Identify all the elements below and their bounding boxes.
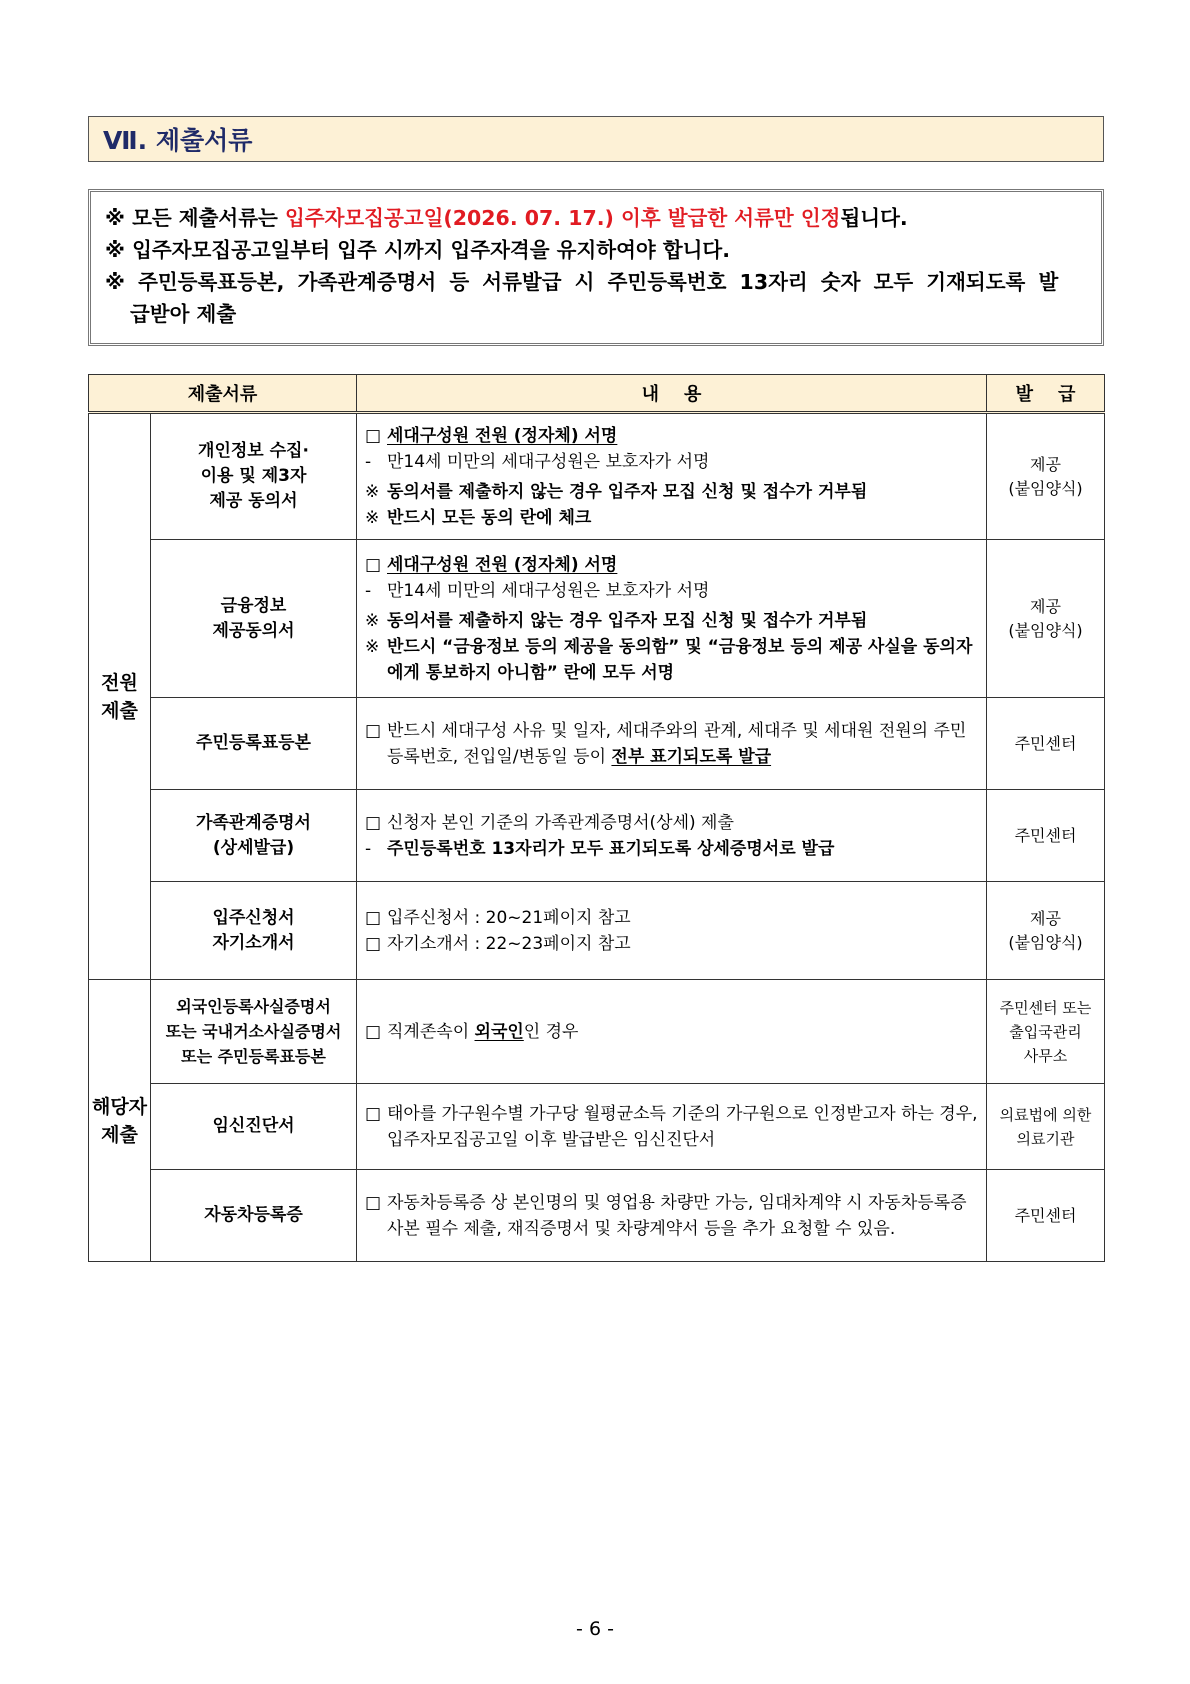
table-row — [89, 698, 1105, 790]
doc-name: 외국인등록사실증명서 또는 국내거소사실증명서 또는 주민등록표등본 — [151, 980, 357, 1084]
notice-line-4: 급받아 제출 — [130, 302, 237, 326]
notice-line-1 — [105, 202, 1085, 234]
checkbox-glyph: □ — [365, 425, 382, 446]
doc-content — [357, 980, 987, 1084]
group-all-submit: 전원 제출 — [89, 413, 151, 980]
doc-issuer: 주민센터 — [987, 790, 1105, 882]
content-line: 신청자 본인 기준의 가족관계증명서(상세) 제출 — [387, 812, 734, 833]
notice-line-3: ※ 주민등록표등본, 가족관계증명서 등 서류발급 시 주민등록번호 13자리 숫자 모두 기재되도록 발 — [105, 270, 1059, 294]
notice-line-1-highlight: 입주자모집공고일(2026. 07. 17.) 이후 발급한 서류만 인정 — [284, 206, 841, 230]
notice-line-1-pre: ※ 모든 제출서류는 — [105, 206, 285, 230]
content-line: 동의서를 제출하지 않는 경우 입주자 모집 신청 및 접수가 거부됨 — [387, 481, 868, 502]
doc-issuer: 주민센터 — [987, 1170, 1105, 1262]
doc-name: 입주신청서 자기소개서 — [151, 882, 357, 980]
header-issuer: 발 급 — [987, 375, 1105, 413]
notice-line-2: ※ 입주자모집공고일부터 입주 시까지 입주자격을 유지하여야 합니다. — [105, 238, 731, 262]
doc-name: 개인정보 수집· 이용 및 제3자 제공 동의서 — [151, 413, 357, 540]
note-glyph: ※ — [365, 610, 380, 631]
doc-name: 주민등록표등본 — [151, 698, 357, 790]
content-line: 반드시 “금융정보 등의 제공을 동의함” 및 “금융정보 등의 제공 사실을 동의자에게 통보하지 아니함” 란에 모두 서명 — [387, 636, 973, 683]
doc-content — [357, 1084, 987, 1170]
group-applicable-submit: 해당자 제출 — [89, 980, 151, 1262]
table-row — [89, 413, 1105, 540]
doc-content — [357, 790, 987, 882]
section-title: Ⅶ. 제출서류 — [88, 116, 1104, 162]
documents-table — [88, 374, 1105, 1262]
doc-content — [357, 698, 987, 790]
content-line: 세대구성원 전원 (정자체) 서명 — [387, 425, 618, 446]
doc-issuer: 제공 (붙임양식) — [987, 413, 1105, 540]
note-glyph: ※ — [365, 507, 380, 528]
content-line: 태아를 가구원수별 가구당 월평균소득 기준의 가구원으로 인정받고자 하는 경우, 입주자모집공고일 이후 발급받은 임신진단서 — [387, 1103, 978, 1150]
doc-name: 자동차등록증 — [151, 1170, 357, 1262]
doc-issuer: 제공 (붙임양식) — [987, 882, 1105, 980]
content-line: 자동차등록증 상 본인명의 및 영업용 차량만 가능, 임대차계약 시 자동차등록증 사본 필수 제출, 재직증명서 및 차량계약서 등을 추가 요청할 수 있음. — [387, 1192, 967, 1239]
checkbox-glyph: □ — [365, 720, 382, 741]
content-line: 반드시 모든 동의 란에 체크 — [387, 507, 592, 528]
checkbox-glyph: □ — [365, 812, 382, 833]
doc-name: 가족관계증명서 (상세발급) — [151, 790, 357, 882]
table-row — [89, 882, 1105, 980]
note-glyph: ※ — [365, 636, 380, 657]
notice-box — [88, 189, 1104, 346]
table-header-row — [89, 375, 1105, 413]
doc-name: 금융정보 제공동의서 — [151, 540, 357, 698]
note-glyph: ※ — [365, 481, 380, 502]
dash-glyph: - — [365, 580, 372, 601]
content-line: 직계존속이 외국인인 경우 — [387, 1021, 579, 1042]
checkbox-glyph: □ — [365, 933, 382, 954]
content-line: 자기소개서 : 22~23페이지 참고 — [387, 933, 631, 954]
content-line: 반드시 세대구성 사유 및 일자, 세대주와의 관계, 세대주 및 세대원 전원의 주민등록번호, 전입일/변동일 등이 전부 표기되도록 발급 — [387, 720, 967, 767]
content-line: 만14세 미만의 세대구성원은 보호자가 서명 — [387, 580, 710, 601]
doc-name: 임신진단서 — [151, 1084, 357, 1170]
doc-issuer: 의료법에 의한 의료기관 — [987, 1084, 1105, 1170]
checkbox-glyph: □ — [365, 1192, 382, 1213]
header-content: 내 용 — [357, 375, 987, 413]
table-row — [89, 540, 1105, 698]
content-line: 입주신청서 : 20~21페이지 참고 — [387, 907, 631, 928]
dash-glyph: - — [365, 451, 372, 472]
doc-issuer: 주민센터 — [987, 698, 1105, 790]
checkbox-glyph: □ — [365, 907, 382, 928]
checkbox-glyph: □ — [365, 1021, 382, 1042]
doc-issuer: 주민센터 또는 출입국관리 사무소 — [987, 980, 1105, 1084]
table-row — [89, 790, 1105, 882]
page-number: - 6 - — [576, 1618, 614, 1640]
doc-content — [357, 540, 987, 698]
content-line: 주민등록번호 13자리가 모두 표기되도록 상세증명서로 발급 — [387, 838, 835, 859]
table-row — [89, 1170, 1105, 1262]
notice-line-1-post: 됩니다. — [840, 206, 908, 230]
dash-glyph: - — [365, 838, 372, 859]
table-row — [89, 980, 1105, 1084]
checkbox-glyph: □ — [365, 554, 382, 575]
doc-content — [357, 882, 987, 980]
content-line: 동의서를 제출하지 않는 경우 입주자 모집 신청 및 접수가 거부됨 — [387, 610, 868, 631]
content-line: 세대구성원 전원 (정자체) 서명 — [387, 554, 618, 575]
checkbox-glyph: □ — [365, 1103, 382, 1124]
content-line: 만14세 미만의 세대구성원은 보호자가 서명 — [387, 451, 710, 472]
table-row — [89, 1084, 1105, 1170]
header-docs: 제출서류 — [89, 375, 357, 413]
doc-content — [357, 413, 987, 540]
doc-content — [357, 1170, 987, 1262]
doc-issuer: 제공 (붙임양식) — [987, 540, 1105, 698]
